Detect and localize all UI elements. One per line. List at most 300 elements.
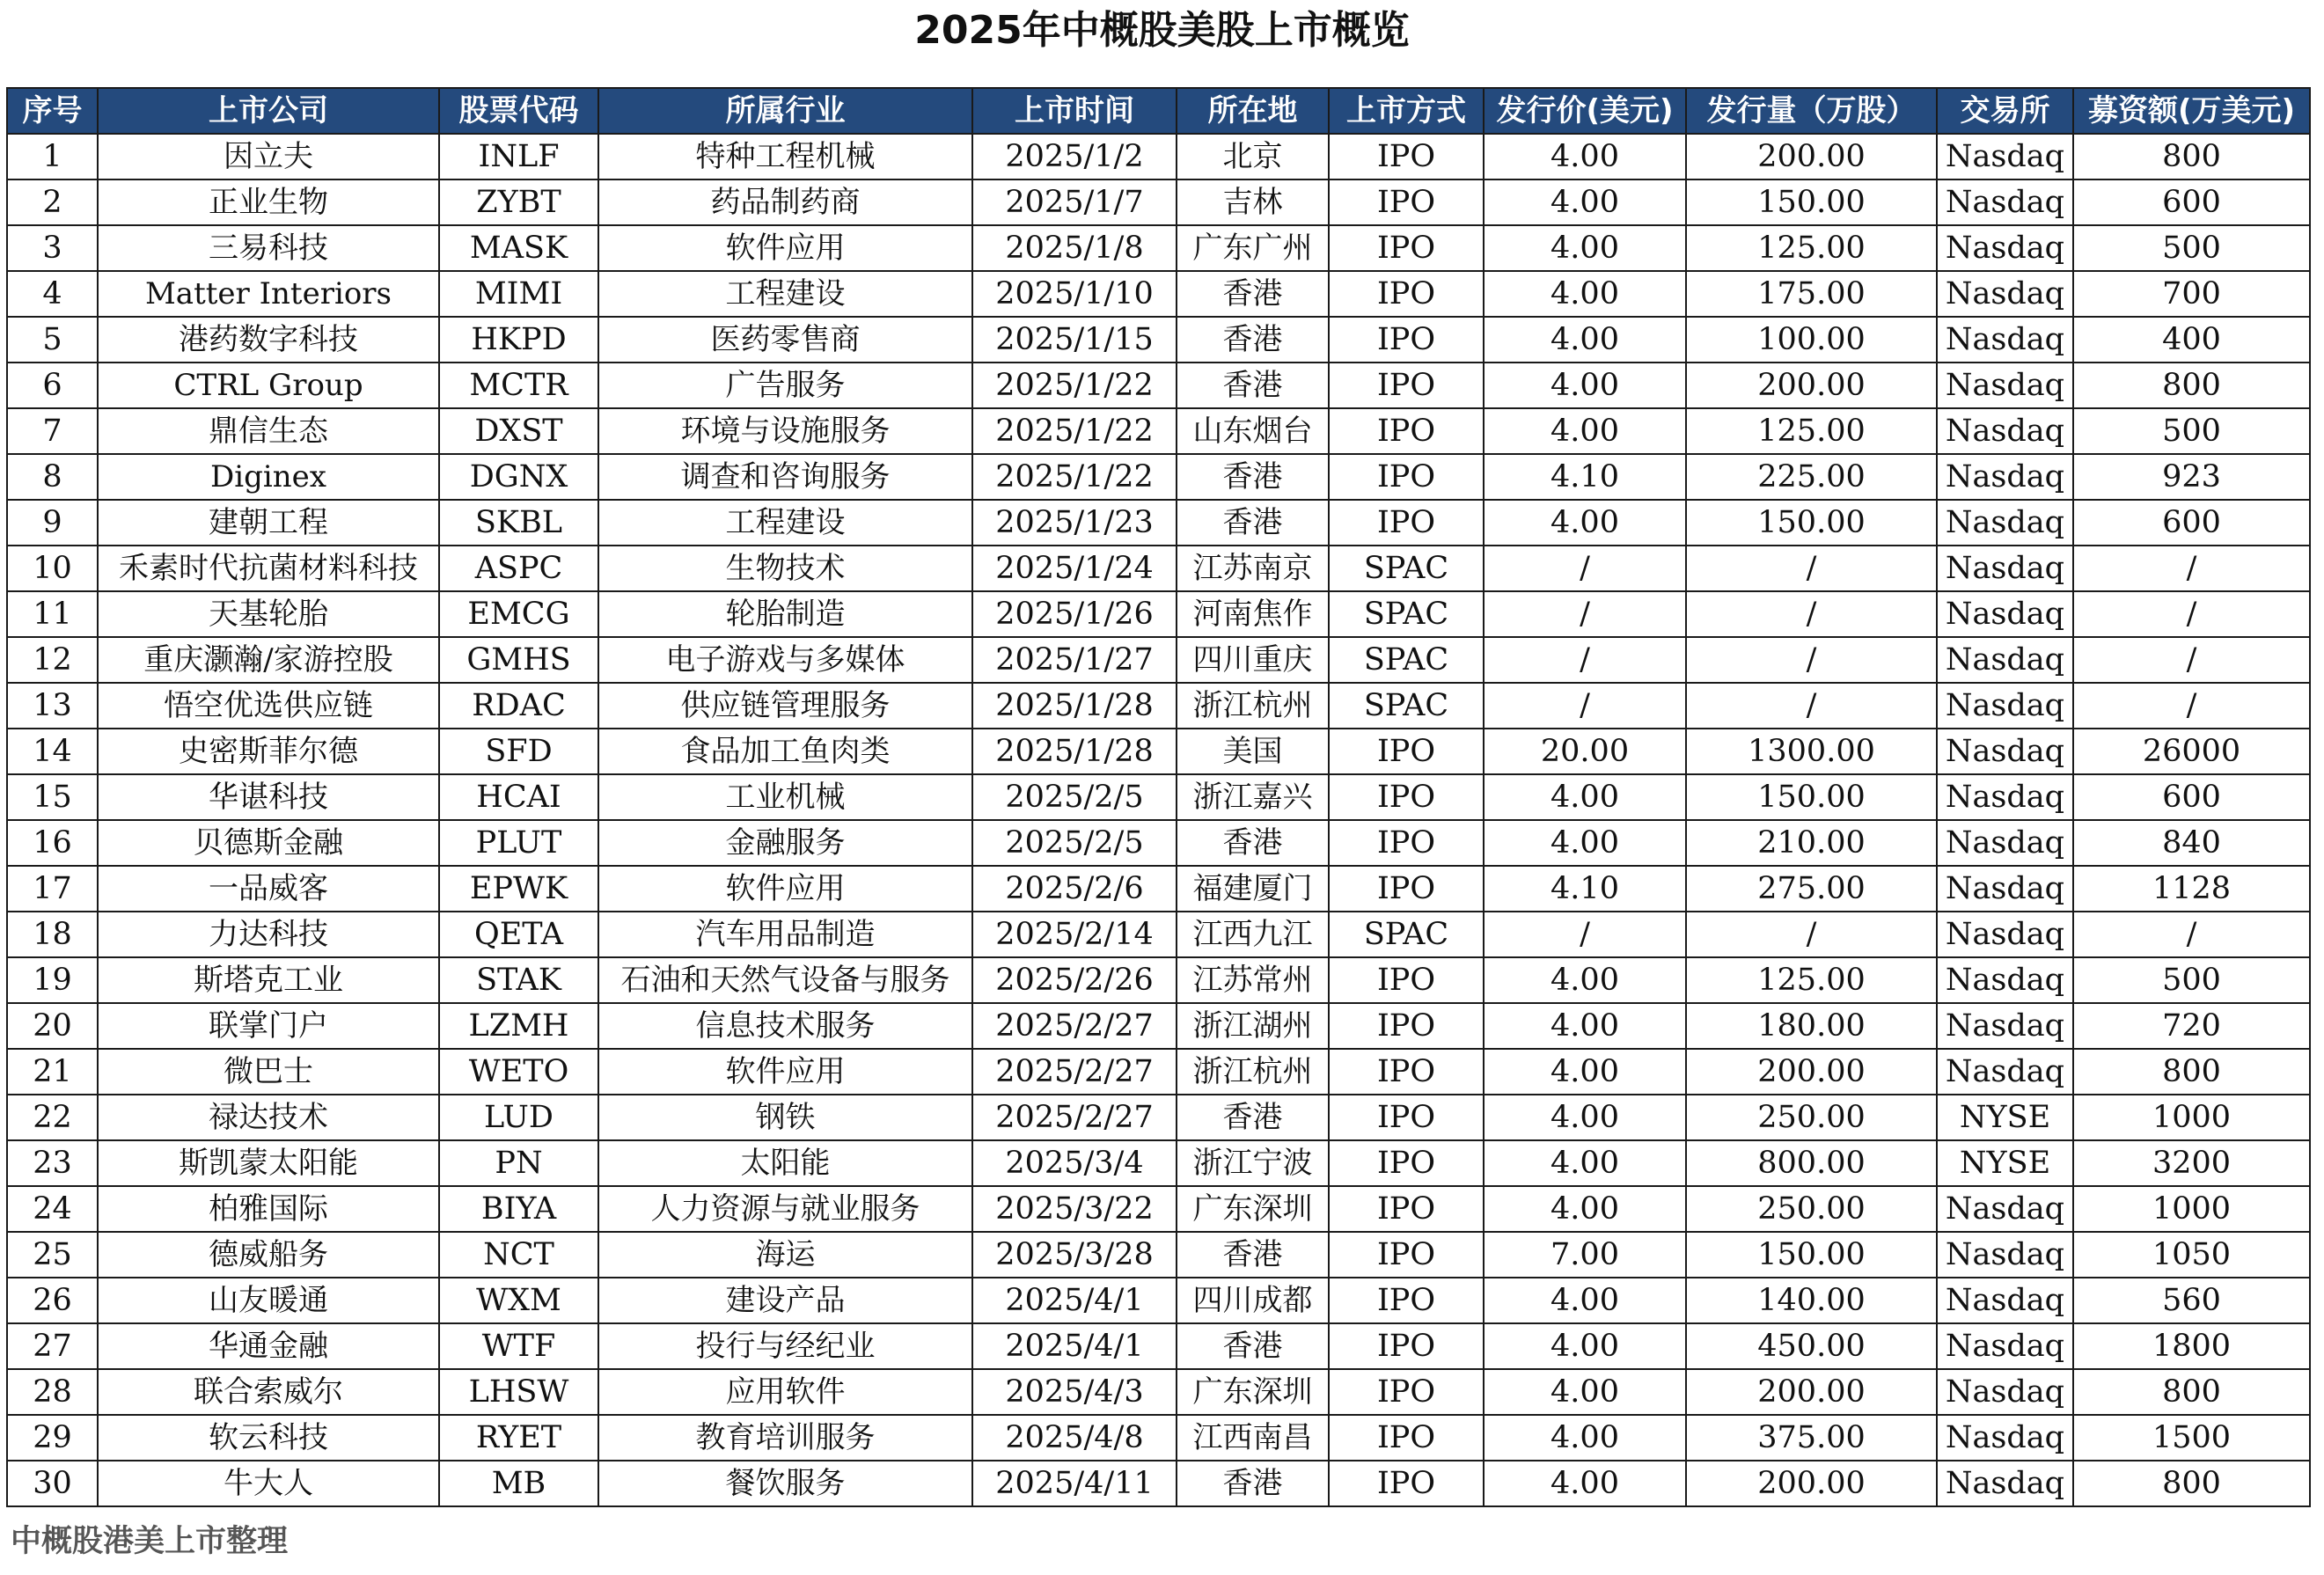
cell-listing-date: 2025/4/1 bbox=[972, 1278, 1177, 1323]
header-proceeds: 募资额(万美元) bbox=[2073, 88, 2310, 134]
cell-listing-method: IPO bbox=[1329, 179, 1484, 225]
cell-issue-price: / bbox=[1484, 546, 1686, 591]
cell-industry: 轮胎制造 bbox=[598, 591, 972, 637]
cell-proceeds: 600 bbox=[2073, 179, 2310, 225]
cell-company: Diginex bbox=[98, 454, 439, 500]
cell-index: 11 bbox=[7, 591, 98, 637]
cell-proceeds: / bbox=[2073, 912, 2310, 957]
cell-company: 正业生物 bbox=[98, 179, 439, 225]
cell-proceeds: 400 bbox=[2073, 317, 2310, 363]
cell-issue-volume: 125.00 bbox=[1686, 225, 1937, 271]
cell-industry: 生物技术 bbox=[598, 546, 972, 591]
cell-company: 华谌科技 bbox=[98, 774, 439, 820]
cell-issue-volume: 150.00 bbox=[1686, 774, 1937, 820]
cell-issue-volume: 275.00 bbox=[1686, 866, 1937, 912]
cell-issue-price: 4.10 bbox=[1484, 866, 1686, 912]
cell-location: 香港 bbox=[1177, 820, 1329, 866]
cell-company: 一品威客 bbox=[98, 866, 439, 912]
cell-issue-price: / bbox=[1484, 591, 1686, 637]
header-listing-date: 上市时间 bbox=[972, 88, 1177, 134]
cell-listing-date: 2025/2/27 bbox=[972, 1049, 1177, 1095]
cell-listing-method: SPAC bbox=[1329, 683, 1484, 729]
cell-issue-price: 4.00 bbox=[1484, 957, 1686, 1003]
cell-industry: 软件应用 bbox=[598, 225, 972, 271]
table-row bbox=[7, 683, 2310, 729]
cell-issue-volume: 175.00 bbox=[1686, 271, 1937, 317]
cell-proceeds: 700 bbox=[2073, 271, 2310, 317]
cell-index: 29 bbox=[7, 1415, 98, 1461]
cell-issue-volume: 125.00 bbox=[1686, 957, 1937, 1003]
cell-location: 江西九江 bbox=[1177, 912, 1329, 957]
cell-listing-date: 2025/3/28 bbox=[972, 1232, 1177, 1278]
cell-listing-method: IPO bbox=[1329, 1461, 1484, 1506]
cell-index: 27 bbox=[7, 1323, 98, 1369]
cell-ticker: MIMI bbox=[439, 271, 598, 317]
cell-index: 21 bbox=[7, 1049, 98, 1095]
cell-exchange: Nasdaq bbox=[1937, 637, 2073, 683]
cell-proceeds: 923 bbox=[2073, 454, 2310, 500]
cell-ticker: SKBL bbox=[439, 500, 598, 546]
cell-listing-method: IPO bbox=[1329, 1049, 1484, 1095]
cell-listing-date: 2025/1/2 bbox=[972, 134, 1177, 179]
table-body bbox=[7, 134, 2310, 1506]
cell-listing-method: IPO bbox=[1329, 1369, 1484, 1415]
cell-listing-date: 2025/2/5 bbox=[972, 820, 1177, 866]
cell-exchange: Nasdaq bbox=[1937, 1049, 2073, 1095]
cell-issue-price: 4.00 bbox=[1484, 1140, 1686, 1186]
cell-issue-volume: 450.00 bbox=[1686, 1323, 1937, 1369]
header-exchange: 交易所 bbox=[1937, 88, 2073, 134]
cell-proceeds: 600 bbox=[2073, 774, 2310, 820]
cell-exchange: Nasdaq bbox=[1937, 225, 2073, 271]
table-row bbox=[7, 1369, 2310, 1415]
cell-location: 香港 bbox=[1177, 1461, 1329, 1506]
cell-listing-date: 2025/2/26 bbox=[972, 957, 1177, 1003]
cell-exchange: Nasdaq bbox=[1937, 683, 2073, 729]
cell-location: 香港 bbox=[1177, 454, 1329, 500]
table-row bbox=[7, 1095, 2310, 1140]
table-row bbox=[7, 500, 2310, 546]
table-row bbox=[7, 271, 2310, 317]
cell-issue-price: 4.00 bbox=[1484, 271, 1686, 317]
cell-company: 因立夫 bbox=[98, 134, 439, 179]
cell-issue-price: / bbox=[1484, 912, 1686, 957]
cell-listing-date: 2025/1/7 bbox=[972, 179, 1177, 225]
cell-issue-volume: 200.00 bbox=[1686, 1461, 1937, 1506]
cell-listing-method: IPO bbox=[1329, 820, 1484, 866]
cell-listing-method: IPO bbox=[1329, 1095, 1484, 1140]
cell-issue-volume: 125.00 bbox=[1686, 408, 1937, 454]
cell-company: 禾素时代抗菌材料科技 bbox=[98, 546, 439, 591]
cell-issue-volume: 375.00 bbox=[1686, 1415, 1937, 1461]
cell-issue-price: 4.00 bbox=[1484, 225, 1686, 271]
cell-exchange: Nasdaq bbox=[1937, 820, 2073, 866]
cell-listing-date: 2025/1/22 bbox=[972, 363, 1177, 408]
cell-issue-volume: / bbox=[1686, 637, 1937, 683]
ipo-table bbox=[6, 87, 2311, 1507]
cell-industry: 人力资源与就业服务 bbox=[598, 1186, 972, 1232]
table-row bbox=[7, 774, 2310, 820]
table-row bbox=[7, 1049, 2310, 1095]
cell-proceeds: 800 bbox=[2073, 134, 2310, 179]
cell-index: 28 bbox=[7, 1369, 98, 1415]
cell-listing-date: 2025/1/22 bbox=[972, 454, 1177, 500]
cell-issue-volume: / bbox=[1686, 683, 1937, 729]
cell-issue-price: 4.00 bbox=[1484, 1415, 1686, 1461]
cell-listing-date: 2025/2/6 bbox=[972, 866, 1177, 912]
cell-index: 15 bbox=[7, 774, 98, 820]
cell-exchange: Nasdaq bbox=[1937, 1003, 2073, 1049]
cell-issue-price: 4.00 bbox=[1484, 774, 1686, 820]
header-company: 上市公司 bbox=[98, 88, 439, 134]
cell-listing-method: IPO bbox=[1329, 500, 1484, 546]
cell-index: 20 bbox=[7, 1003, 98, 1049]
cell-listing-date: 2025/1/27 bbox=[972, 637, 1177, 683]
cell-company: 华通金融 bbox=[98, 1323, 439, 1369]
table-row bbox=[7, 1232, 2310, 1278]
cell-exchange: Nasdaq bbox=[1937, 591, 2073, 637]
cell-issue-volume: 210.00 bbox=[1686, 820, 1937, 866]
header-index: 序号 bbox=[7, 88, 98, 134]
cell-ticker: LUD bbox=[439, 1095, 598, 1140]
cell-listing-method: IPO bbox=[1329, 1140, 1484, 1186]
cell-exchange: Nasdaq bbox=[1937, 1369, 2073, 1415]
cell-listing-date: 2025/1/26 bbox=[972, 591, 1177, 637]
cell-ticker: WETO bbox=[439, 1049, 598, 1095]
cell-index: 14 bbox=[7, 729, 98, 774]
cell-ticker: STAK bbox=[439, 957, 598, 1003]
table-row bbox=[7, 729, 2310, 774]
cell-location: 香港 bbox=[1177, 1232, 1329, 1278]
cell-industry: 餐饮服务 bbox=[598, 1461, 972, 1506]
cell-proceeds: 560 bbox=[2073, 1278, 2310, 1323]
cell-ticker: DGNX bbox=[439, 454, 598, 500]
cell-ticker: HKPD bbox=[439, 317, 598, 363]
cell-proceeds: / bbox=[2073, 546, 2310, 591]
cell-exchange: Nasdaq bbox=[1937, 866, 2073, 912]
cell-exchange: Nasdaq bbox=[1937, 363, 2073, 408]
cell-ticker: SFD bbox=[439, 729, 598, 774]
cell-industry: 医药零售商 bbox=[598, 317, 972, 363]
cell-issue-volume: 200.00 bbox=[1686, 1049, 1937, 1095]
cell-ticker: WTF bbox=[439, 1323, 598, 1369]
header-issue-price: 发行价(美元) bbox=[1484, 88, 1686, 134]
table-row bbox=[7, 317, 2310, 363]
table-row bbox=[7, 1186, 2310, 1232]
cell-listing-date: 2025/2/14 bbox=[972, 912, 1177, 957]
cell-issue-volume: 100.00 bbox=[1686, 317, 1937, 363]
table-row bbox=[7, 637, 2310, 683]
cell-industry: 药品制药商 bbox=[598, 179, 972, 225]
table-row bbox=[7, 912, 2310, 957]
cell-index: 26 bbox=[7, 1278, 98, 1323]
cell-issue-price: 4.00 bbox=[1484, 179, 1686, 225]
cell-listing-method: IPO bbox=[1329, 317, 1484, 363]
cell-listing-method: IPO bbox=[1329, 225, 1484, 271]
table-row bbox=[7, 408, 2310, 454]
cell-index: 3 bbox=[7, 225, 98, 271]
cell-industry: 软件应用 bbox=[598, 866, 972, 912]
cell-location: 香港 bbox=[1177, 500, 1329, 546]
cell-company: 禄达技术 bbox=[98, 1095, 439, 1140]
cell-industry: 软件应用 bbox=[598, 1049, 972, 1095]
cell-proceeds: 720 bbox=[2073, 1003, 2310, 1049]
cell-company: CTRL Group bbox=[98, 363, 439, 408]
cell-industry: 特种工程机械 bbox=[598, 134, 972, 179]
cell-listing-date: 2025/1/24 bbox=[972, 546, 1177, 591]
cell-listing-method: IPO bbox=[1329, 866, 1484, 912]
cell-proceeds: 1500 bbox=[2073, 1415, 2310, 1461]
cell-location: 福建厦门 bbox=[1177, 866, 1329, 912]
cell-issue-price: 4.00 bbox=[1484, 134, 1686, 179]
cell-listing-date: 2025/2/5 bbox=[972, 774, 1177, 820]
cell-industry: 汽车用品制造 bbox=[598, 912, 972, 957]
cell-industry: 太阳能 bbox=[598, 1140, 972, 1186]
cell-proceeds: 1000 bbox=[2073, 1095, 2310, 1140]
cell-location: 江苏常州 bbox=[1177, 957, 1329, 1003]
cell-industry: 广告服务 bbox=[598, 363, 972, 408]
cell-listing-date: 2025/1/22 bbox=[972, 408, 1177, 454]
cell-location: 香港 bbox=[1177, 271, 1329, 317]
cell-listing-method: IPO bbox=[1329, 1232, 1484, 1278]
cell-listing-date: 2025/1/8 bbox=[972, 225, 1177, 271]
cell-listing-date: 2025/2/27 bbox=[972, 1003, 1177, 1049]
cell-ticker: QETA bbox=[439, 912, 598, 957]
cell-industry: 调查和咨询服务 bbox=[598, 454, 972, 500]
cell-proceeds: 26000 bbox=[2073, 729, 2310, 774]
cell-issue-price: 4.00 bbox=[1484, 363, 1686, 408]
cell-issue-price: 4.00 bbox=[1484, 1186, 1686, 1232]
cell-exchange: Nasdaq bbox=[1937, 134, 2073, 179]
cell-location: 河南焦作 bbox=[1177, 591, 1329, 637]
cell-exchange: Nasdaq bbox=[1937, 271, 2073, 317]
cell-listing-method: IPO bbox=[1329, 1278, 1484, 1323]
cell-issue-volume: 140.00 bbox=[1686, 1278, 1937, 1323]
page-title: 2025年中概股美股上市概览 bbox=[914, 8, 1410, 53]
cell-ticker: ZYBT bbox=[439, 179, 598, 225]
cell-industry: 投行与经纪业 bbox=[598, 1323, 972, 1369]
cell-industry: 供应链管理服务 bbox=[598, 683, 972, 729]
cell-exchange: Nasdaq bbox=[1937, 500, 2073, 546]
cell-company: 山友暖通 bbox=[98, 1278, 439, 1323]
cell-industry: 应用软件 bbox=[598, 1369, 972, 1415]
cell-issue-price: 4.00 bbox=[1484, 1369, 1686, 1415]
cell-listing-date: 2025/1/28 bbox=[972, 683, 1177, 729]
cell-listing-method: IPO bbox=[1329, 1003, 1484, 1049]
cell-issue-volume: 250.00 bbox=[1686, 1186, 1937, 1232]
cell-location: 广东广州 bbox=[1177, 225, 1329, 271]
cell-listing-method: IPO bbox=[1329, 957, 1484, 1003]
cell-listing-date: 2025/4/3 bbox=[972, 1369, 1177, 1415]
cell-company: 德威船务 bbox=[98, 1232, 439, 1278]
cell-location: 广东深圳 bbox=[1177, 1369, 1329, 1415]
cell-industry: 信息技术服务 bbox=[598, 1003, 972, 1049]
cell-company: Matter Interiors bbox=[98, 271, 439, 317]
cell-ticker: DXST bbox=[439, 408, 598, 454]
cell-index: 12 bbox=[7, 637, 98, 683]
cell-exchange: NYSE bbox=[1937, 1140, 2073, 1186]
cell-exchange: Nasdaq bbox=[1937, 1232, 2073, 1278]
cell-index: 5 bbox=[7, 317, 98, 363]
cell-exchange: Nasdaq bbox=[1937, 1278, 2073, 1323]
cell-location: 浙江湖州 bbox=[1177, 1003, 1329, 1049]
cell-location: 浙江杭州 bbox=[1177, 683, 1329, 729]
cell-company: 微巴士 bbox=[98, 1049, 439, 1095]
cell-location: 四川重庆 bbox=[1177, 637, 1329, 683]
cell-ticker: LHSW bbox=[439, 1369, 598, 1415]
cell-company: 联掌门户 bbox=[98, 1003, 439, 1049]
cell-location: 江苏南京 bbox=[1177, 546, 1329, 591]
cell-company: 斯凯蒙太阳能 bbox=[98, 1140, 439, 1186]
cell-issue-price: / bbox=[1484, 637, 1686, 683]
cell-issue-price: 4.00 bbox=[1484, 1049, 1686, 1095]
table-row bbox=[7, 1278, 2310, 1323]
table-row bbox=[7, 1323, 2310, 1369]
cell-proceeds: / bbox=[2073, 591, 2310, 637]
cell-proceeds: 1050 bbox=[2073, 1232, 2310, 1278]
cell-company: 港药数字科技 bbox=[98, 317, 439, 363]
cell-index: 8 bbox=[7, 454, 98, 500]
cell-listing-date: 2025/4/8 bbox=[972, 1415, 1177, 1461]
cell-index: 1 bbox=[7, 134, 98, 179]
cell-issue-price: 4.00 bbox=[1484, 1461, 1686, 1506]
cell-exchange: Nasdaq bbox=[1937, 454, 2073, 500]
cell-ticker: RYET bbox=[439, 1415, 598, 1461]
cell-listing-method: SPAC bbox=[1329, 546, 1484, 591]
cell-industry: 教育培训服务 bbox=[598, 1415, 972, 1461]
cell-listing-method: IPO bbox=[1329, 774, 1484, 820]
cell-listing-date: 2025/1/10 bbox=[972, 271, 1177, 317]
cell-proceeds: 840 bbox=[2073, 820, 2310, 866]
cell-index: 17 bbox=[7, 866, 98, 912]
cell-issue-volume: / bbox=[1686, 591, 1937, 637]
cell-proceeds: 800 bbox=[2073, 1461, 2310, 1506]
cell-location: 香港 bbox=[1177, 1095, 1329, 1140]
cell-exchange: Nasdaq bbox=[1937, 1323, 2073, 1369]
cell-proceeds: 800 bbox=[2073, 363, 2310, 408]
cell-exchange: Nasdaq bbox=[1937, 408, 2073, 454]
cell-company: 建朝工程 bbox=[98, 500, 439, 546]
cell-index: 25 bbox=[7, 1232, 98, 1278]
table-row bbox=[7, 1140, 2310, 1186]
cell-location: 浙江嘉兴 bbox=[1177, 774, 1329, 820]
table-row bbox=[7, 957, 2310, 1003]
cell-listing-method: IPO bbox=[1329, 454, 1484, 500]
cell-proceeds: 500 bbox=[2073, 225, 2310, 271]
cell-proceeds: / bbox=[2073, 683, 2310, 729]
cell-listing-method: IPO bbox=[1329, 408, 1484, 454]
cell-listing-date: 2025/4/1 bbox=[972, 1323, 1177, 1369]
cell-issue-price: 4.00 bbox=[1484, 317, 1686, 363]
cell-listing-date: 2025/3/4 bbox=[972, 1140, 1177, 1186]
cell-ticker: LZMH bbox=[439, 1003, 598, 1049]
cell-exchange: NYSE bbox=[1937, 1095, 2073, 1140]
table-row bbox=[7, 591, 2310, 637]
cell-industry: 海运 bbox=[598, 1232, 972, 1278]
cell-ticker: HCAI bbox=[439, 774, 598, 820]
cell-issue-volume: 1300.00 bbox=[1686, 729, 1937, 774]
table-header-row bbox=[7, 88, 2310, 134]
cell-company: 贝德斯金融 bbox=[98, 820, 439, 866]
cell-listing-method: IPO bbox=[1329, 1186, 1484, 1232]
cell-issue-volume: 200.00 bbox=[1686, 134, 1937, 179]
cell-index: 19 bbox=[7, 957, 98, 1003]
cell-industry: 工程建设 bbox=[598, 500, 972, 546]
cell-ticker: GMHS bbox=[439, 637, 598, 683]
cell-index: 2 bbox=[7, 179, 98, 225]
cell-location: 香港 bbox=[1177, 317, 1329, 363]
cell-listing-method: IPO bbox=[1329, 363, 1484, 408]
cell-issue-volume: 225.00 bbox=[1686, 454, 1937, 500]
header-ticker: 股票代码 bbox=[439, 88, 598, 134]
table-row bbox=[7, 546, 2310, 591]
cell-industry: 电子游戏与多媒体 bbox=[598, 637, 972, 683]
cell-ticker: MASK bbox=[439, 225, 598, 271]
table-row bbox=[7, 454, 2310, 500]
cell-industry: 食品加工鱼肉类 bbox=[598, 729, 972, 774]
cell-company: 悟空优选供应链 bbox=[98, 683, 439, 729]
cell-issue-volume: 150.00 bbox=[1686, 179, 1937, 225]
cell-industry: 金融服务 bbox=[598, 820, 972, 866]
cell-listing-date: 2025/1/15 bbox=[972, 317, 1177, 363]
cell-proceeds: 3200 bbox=[2073, 1140, 2310, 1186]
cell-issue-price: 4.00 bbox=[1484, 1003, 1686, 1049]
cell-proceeds: 500 bbox=[2073, 957, 2310, 1003]
cell-exchange: Nasdaq bbox=[1937, 1186, 2073, 1232]
cell-company: 鼎信生态 bbox=[98, 408, 439, 454]
cell-ticker: NCT bbox=[439, 1232, 598, 1278]
cell-industry: 建设产品 bbox=[598, 1278, 972, 1323]
table-row bbox=[7, 225, 2310, 271]
table-row bbox=[7, 179, 2310, 225]
cell-location: 浙江杭州 bbox=[1177, 1049, 1329, 1095]
cell-issue-volume: 150.00 bbox=[1686, 1232, 1937, 1278]
cell-ticker: INLF bbox=[439, 134, 598, 179]
cell-proceeds: 600 bbox=[2073, 500, 2310, 546]
cell-location: 山东烟台 bbox=[1177, 408, 1329, 454]
cell-exchange: Nasdaq bbox=[1937, 1461, 2073, 1506]
header-industry: 所属行业 bbox=[598, 88, 972, 134]
cell-listing-method: IPO bbox=[1329, 1323, 1484, 1369]
cell-company: 联合索威尔 bbox=[98, 1369, 439, 1415]
cell-index: 16 bbox=[7, 820, 98, 866]
cell-company: 三易科技 bbox=[98, 225, 439, 271]
cell-company: 柏雅国际 bbox=[98, 1186, 439, 1232]
cell-proceeds: 1000 bbox=[2073, 1186, 2310, 1232]
cell-issue-volume: 800.00 bbox=[1686, 1140, 1937, 1186]
table-row bbox=[7, 1003, 2310, 1049]
cell-location: 吉林 bbox=[1177, 179, 1329, 225]
table-row bbox=[7, 1461, 2310, 1506]
cell-issue-volume: 250.00 bbox=[1686, 1095, 1937, 1140]
cell-company: 天基轮胎 bbox=[98, 591, 439, 637]
cell-listing-method: IPO bbox=[1329, 271, 1484, 317]
cell-location: 北京 bbox=[1177, 134, 1329, 179]
cell-issue-volume: 150.00 bbox=[1686, 500, 1937, 546]
cell-listing-date: 2025/3/22 bbox=[972, 1186, 1177, 1232]
cell-proceeds: 800 bbox=[2073, 1369, 2310, 1415]
cell-location: 广东深圳 bbox=[1177, 1186, 1329, 1232]
cell-location: 四川成都 bbox=[1177, 1278, 1329, 1323]
header-listing-method: 上市方式 bbox=[1329, 88, 1484, 134]
cell-listing-method: IPO bbox=[1329, 729, 1484, 774]
cell-location: 美国 bbox=[1177, 729, 1329, 774]
table-row bbox=[7, 134, 2310, 179]
cell-listing-date: 2025/1/28 bbox=[972, 729, 1177, 774]
cell-index: 4 bbox=[7, 271, 98, 317]
cell-exchange: Nasdaq bbox=[1937, 1415, 2073, 1461]
cell-location: 香港 bbox=[1177, 1323, 1329, 1369]
